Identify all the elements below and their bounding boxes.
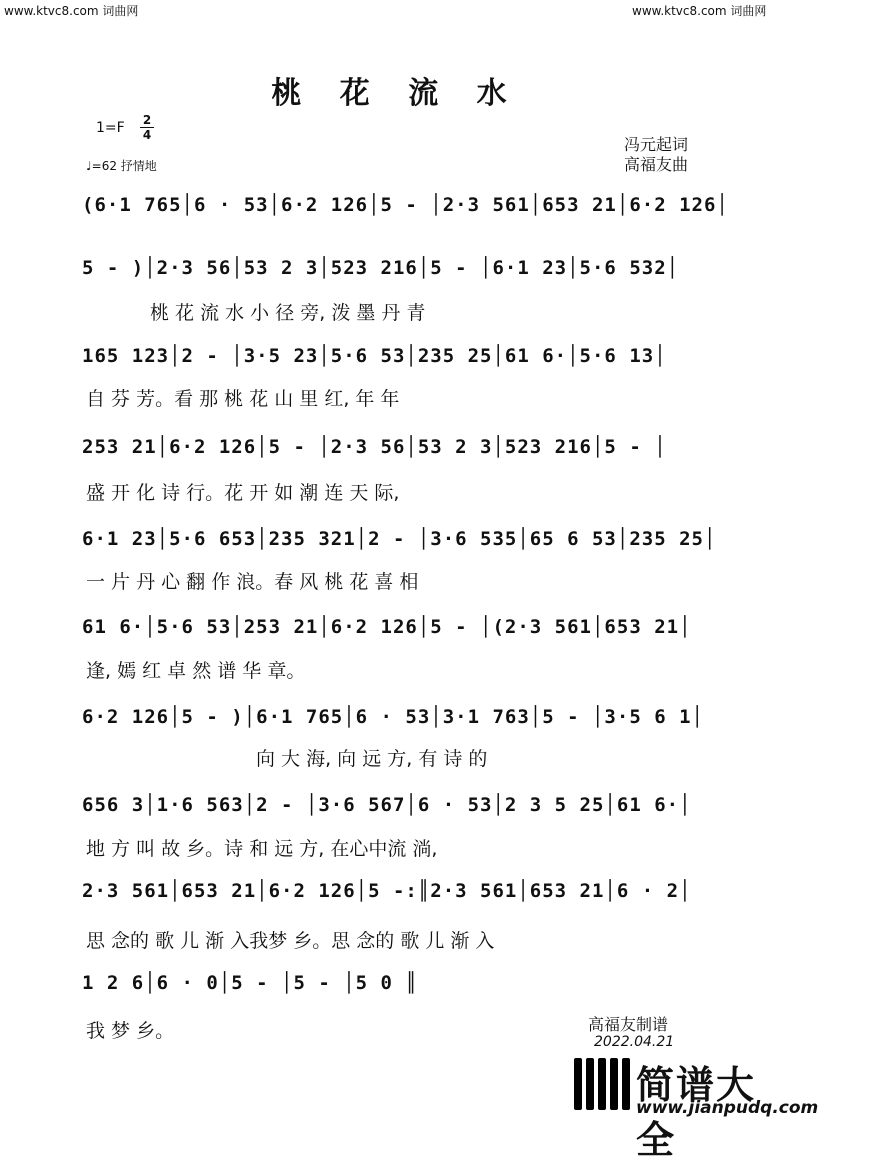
notes-row-8: 656 3│1·6 563│2 - │3·6 567│6 · 53│2 3 5 25│61 6·│ xyxy=(82,794,692,816)
lyrics-row-10: 我 梦 乡。 xyxy=(86,1020,175,1042)
piano-keys-icon xyxy=(574,1058,632,1110)
time-signature-top: 2 xyxy=(142,113,152,127)
key-signature: 1=F xyxy=(96,120,125,136)
song-title: 桃 花 流 水 xyxy=(271,76,521,111)
watermark-left: www.ktvc8.com 词曲网 xyxy=(4,4,139,18)
notes-row-1: (6·1 765│6 · 53│6·2 126│5 - │2·3 561│653 21│6·2 126│ xyxy=(82,194,729,216)
notes-row-4: 253 21│6·2 126│5 - │2·3 56│53 2 3│523 216│5 - │ xyxy=(82,436,667,458)
site-logo xyxy=(574,1054,819,1162)
notes-row-2: 5 - )│2·3 56│53 2 3│523 216│5 - │6·1 23│5·6 532│ xyxy=(82,257,680,279)
logo-url: www.jianpudq.com xyxy=(636,1098,819,1118)
notes-row-10: 1 2 6│6 · 0│5 - │5 - │5 0 ║ xyxy=(82,972,418,994)
lyrics-row-4: 盛 开 化 诗 行。花 开 如 潮 连 天 际, xyxy=(86,482,400,504)
time-signature-bottom: 4 xyxy=(142,128,152,142)
tempo-marking: ♩=62 抒情地 xyxy=(86,159,157,173)
time-signature xyxy=(140,114,154,141)
transcriber: 高福友制谱 xyxy=(588,1015,669,1034)
notes-row-5: 6·1 23│5·6 653│235 321│2 - │3·6 535│65 6 53│235 25│ xyxy=(82,528,717,550)
watermark-right: www.ktvc8.com 词曲网 xyxy=(632,4,767,18)
composer: 高福友曲 xyxy=(624,155,689,174)
notes-row-6: 61 6·│5·6 53│253 21│6·2 126│5 - │(2·3 561│653 21│ xyxy=(82,616,692,638)
date: 2022.04.21 xyxy=(594,1034,675,1050)
lyrics-row-5: 一 片 丹 心 翻 作 浪。春 风 桃 花 喜 相 xyxy=(86,571,419,593)
lyrics-row-6: 逢, 嫣 红 卓 然 谱 华 章。 xyxy=(86,660,306,682)
lyrics-row-8: 地 方 叫 故 乡。诗 和 远 方, 在心中流 淌, xyxy=(86,838,438,860)
logo-name: 简谱大全 xyxy=(636,1063,757,1162)
notes-row-7: 6·2 126│5 - )│6·1 765│6 · 53│3·1 763│5 - │3·5 6 1│ xyxy=(82,706,704,728)
lyrics-row-3: 自 芬 芳。看 那 桃 花 山 里 红, 年 年 xyxy=(86,388,400,410)
lyricist: 冯元起词 xyxy=(624,135,689,154)
notes-row-3: 165 123│2 - │3·5 23│5·6 53│235 25│61 6·│5·6 13│ xyxy=(82,345,667,367)
notes-row-9: 2·3 561│653 21│6·2 126│5 -:║2·3 561│653 21│6 · 2│ xyxy=(82,880,692,902)
lyrics-row-7: 向 大 海, 向 远 方, 有 诗 的 xyxy=(256,748,488,770)
lyrics-row-2: 桃 花 流 水 小 径 旁, 泼 墨 丹 青 xyxy=(150,302,426,324)
lyrics-row-9: 思 念的 歌 儿 渐 入我梦 乡。思 念的 歌 儿 渐 入 xyxy=(86,930,495,952)
